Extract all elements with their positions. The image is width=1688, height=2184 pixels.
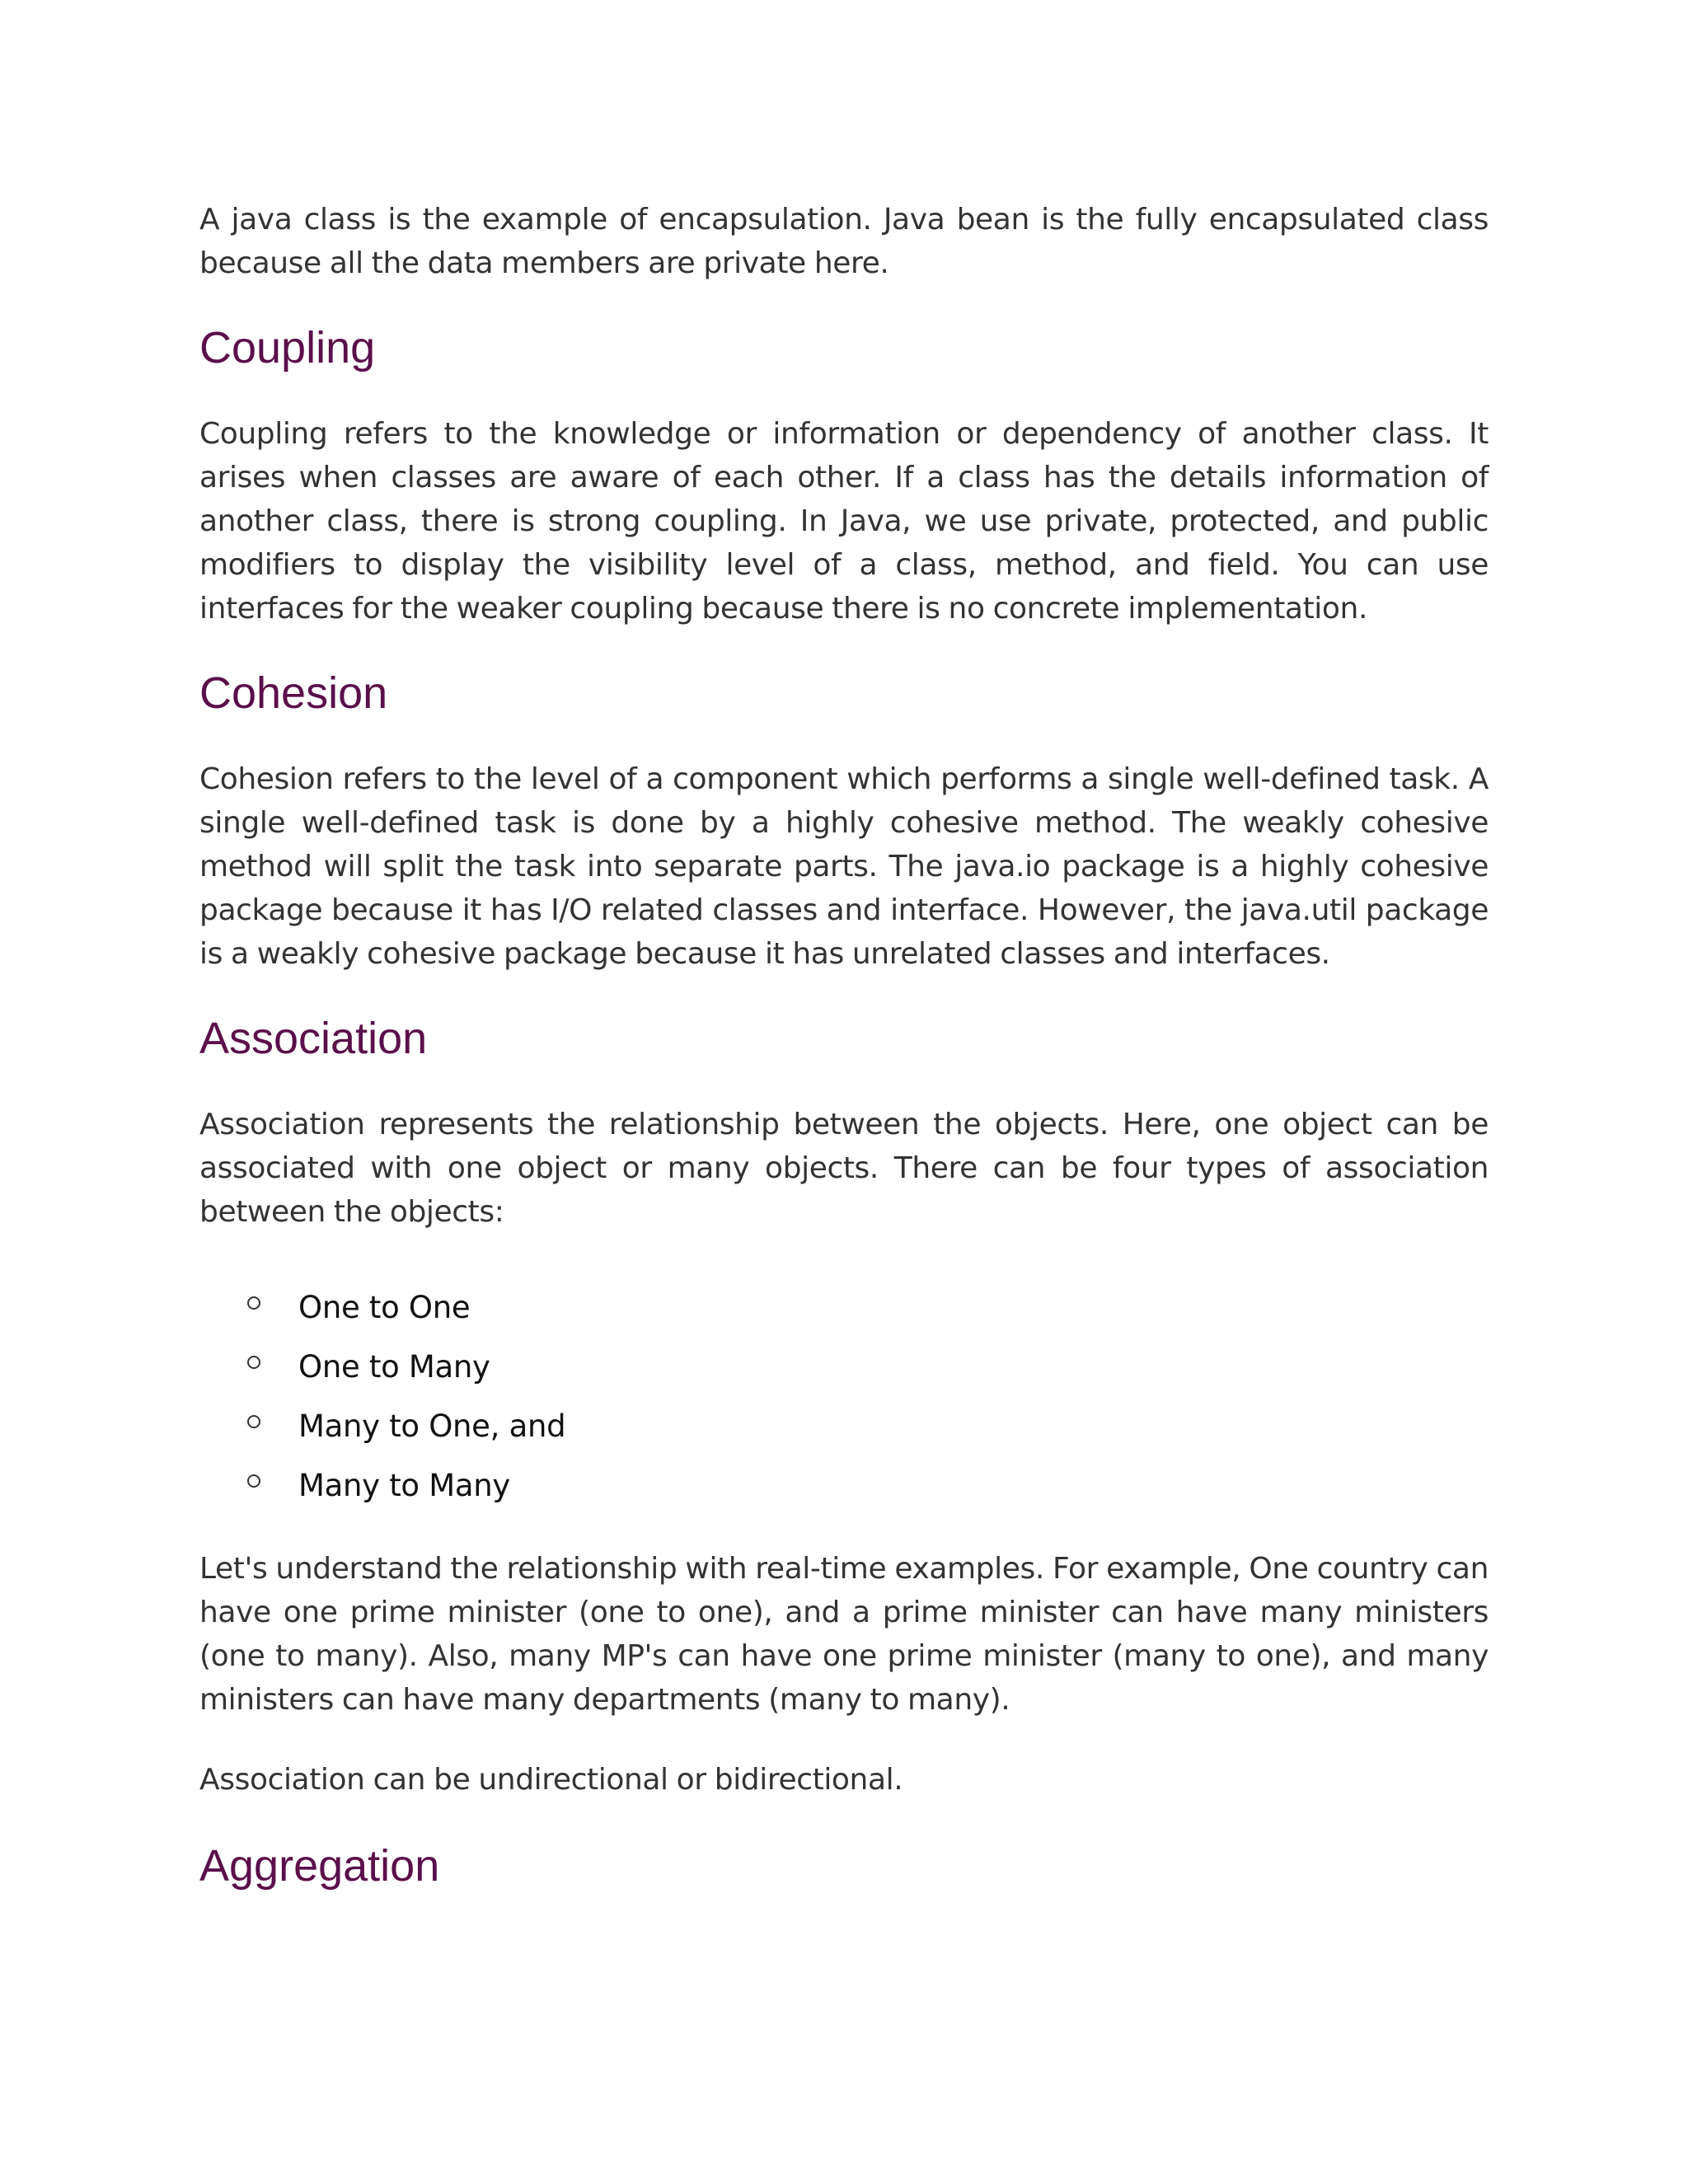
document-page [199,198,1489,1892]
list-item [199,1397,1489,1456]
list-item-label: One to Many [298,1349,490,1385]
association-example-paragraph: Let's understand the relationship with real-time examples. For example, One country can have one prime minister (one to one), and a prime minister can have many ministers (one to many). Also, many MP's can have one prime minister (many to one), and many ministers can have many departments (many to many). [199,1552,1489,1717]
association-types-list [199,1278,1489,1516]
cohesion-heading: Cohesion [199,668,388,718]
aggregation-heading: Aggregation [199,1841,440,1891]
association-heading: Association [199,1014,428,1063]
list-item [199,1456,1489,1516]
circle-bullet-icon [247,1415,260,1428]
list-item [199,1338,1489,1397]
association-note-paragraph: Association can be undirectional or bidirectional. [199,1763,903,1797]
circle-bullet-icon [247,1474,260,1488]
intro-paragraph: A java class is the example of encapsulation. Java bean is the fully encapsulated class because all the data members are private here. [199,203,1489,280]
list-item [199,1278,1489,1338]
circle-bullet-icon [247,1356,260,1369]
coupling-heading: Coupling [199,323,376,373]
circle-bullet-icon [247,1296,260,1310]
cohesion-paragraph: Cohesion refers to the level of a component which performs a single well-defined task. A single well-defined task is done by a highly cohesive method. The weakly cohesive method will split the task into separate parts. The java.io package is a highly cohesive package because it has I/O related classes and interface. However, the java.util package is a weakly cohesive package because it has unrelated classes and interfaces. [199,762,1489,971]
list-item-label: Many to One, and [298,1408,566,1444]
list-item-label: One to One [298,1290,471,1325]
association-paragraph: Association represents the relationship between the objects. Here, one object can be associated with one object or many objects. There can be four types of association between the objects: [199,1108,1489,1229]
coupling-paragraph: Coupling refers to the knowledge or information or dependency of another class. It arises when classes are aware of each other. If a class has the details information of another class, there is strong coupling. In Java, we use private, protected, and public modifiers to display the visibility level of a class, method, and field. You can use interfaces for the weaker coupling because there is no concrete implementation. [199,417,1489,626]
list-item-label: Many to Many [298,1468,510,1503]
